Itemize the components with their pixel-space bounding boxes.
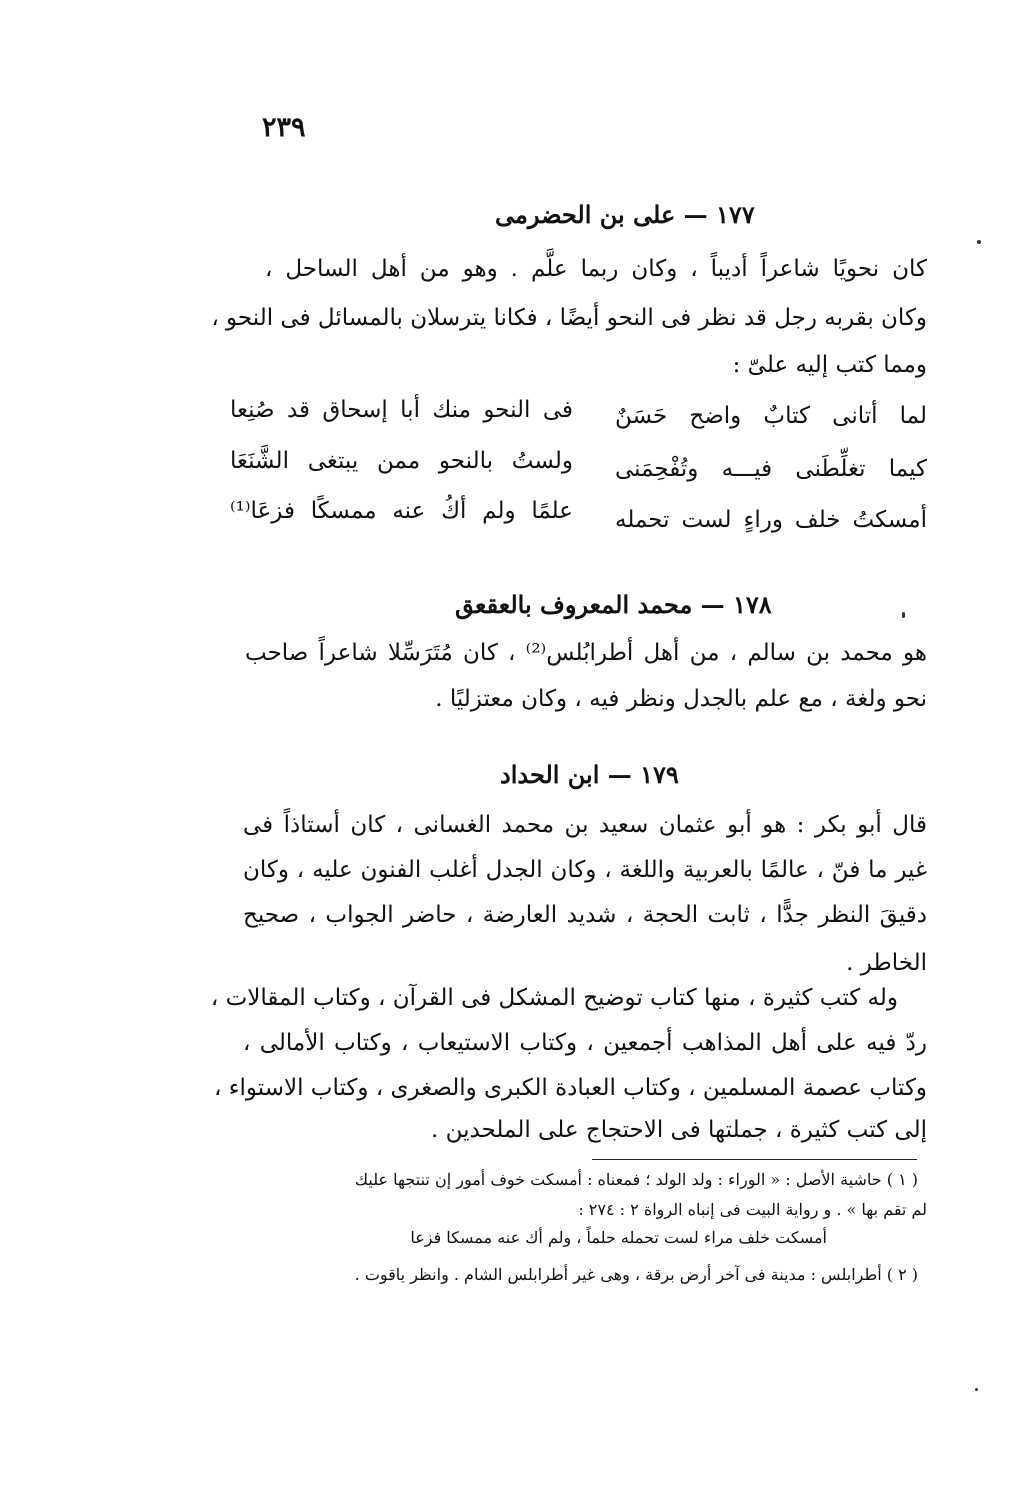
entry-heading: ١٧٧ — على بن الحضرمى <box>495 200 755 229</box>
footnote-line: أمسكت خلف مراء لست تحمله حلماً ، ولم أك عنه ممسكا فزعا <box>410 1228 827 1247</box>
entry-heading: ١٧٨ — محمد المعروف بالعقعق <box>455 590 772 619</box>
paragraph-line: وكتاب عصمة المسلمين ، وكتاب العبادة الكبرى والصغرى ، وكتاب الاستواء ، <box>213 1075 927 1101</box>
scan-speck <box>975 1388 978 1391</box>
paragraph-line: نحو ولغة ، مع علم بالجدل ونظر فيه ، وكان معتزليًا . <box>435 686 927 712</box>
footnote-line: ( ٢ ) أطرابلس : مدينة فى آخر أرض برقة ، وهى غير أطرابلس الشام . وانظر ياقوت . <box>354 1265 918 1284</box>
verse-hemistich-left: ولستُ بالنحو ممن يبتغى الشَّنَعَا <box>230 448 573 474</box>
verse-hemistich-right: لما أتانى كتابٌ واضح حَسَنٌ <box>615 403 927 429</box>
paragraph-line: الخاطر . <box>846 950 927 976</box>
page-number: ٢٣٩ <box>262 112 306 143</box>
paragraph-line: وله كتب كثيرة ، منها كتاب توضيح المشكل فى القرآن ، وكتاب المقالات ، <box>210 985 898 1011</box>
verse-hemistich-left: فى النحو منك أبا إسحاق قد صُنِعا <box>230 397 573 423</box>
paragraph-line: كان نحويًا شاعراً أديباً ، وكان ربما علَّم . وهو من أهل الساحل ، <box>265 256 927 282</box>
paragraph-line: دقيقَ النظر جدًّا ، ثابت الحجة ، شديد العارضة ، حاضر الجواب ، صحيح <box>243 902 927 928</box>
paragraph-line: ومما كتب إليه علىّ : <box>732 352 927 378</box>
paragraph-line: ردّ فيه على أهل المذاهب أجمعين ، وكتاب الاستيعاب ، وكتاب الأمالى ، <box>243 1030 927 1056</box>
verse-hemistich-right: أمسكتُ خلف وراءٍ لست تحمله <box>615 507 927 533</box>
paragraph-line: وكان بقربه رجل قد نظر فى النحو أيضًا ، فكانا يترسلان بالمسائل فى النحو ، <box>211 305 927 331</box>
entry-heading: ١٧٩ — ابن الحداد <box>500 760 679 789</box>
footnote-separator <box>592 1159 917 1160</box>
footnote-line: لم تقم بها » . و رواية البيت فى إنباه الرواة ٢ : ٢٧٤ : <box>578 1200 927 1219</box>
paragraph-line: هو محمد بن سالم ، من أهل أطرابُلس⁽²⁾ ، كان مُتَرَسِّلا شاعراً صاحب <box>245 640 927 666</box>
scan-speck <box>902 612 905 618</box>
paragraph-line: قال أبو بكر : هو أبو عثمان سعيد بن محمد الغسانى ، كان أستاذاً فى <box>243 812 927 838</box>
scan-speck <box>977 240 981 244</box>
verse-hemistich-right: كيما تغلِّطَنى فيـــه وتُفْحِمَنى <box>615 456 927 482</box>
verse-hemistich-left: علمًا ولم أكُ عنه ممسكًا فزعَا⁽¹⁾ <box>230 498 573 524</box>
footnote-line: ( ١ ) حاشية الأصل : « الوراء : ولد الولد ؛ فمعناه : أمسكت خوف أمور إن تنتجها عليك <box>354 1170 918 1189</box>
paragraph-line: غير ما فنّ ، عالمًا بالعربية واللغة ، وكان الجدل أغلب الفنون عليه ، وكان <box>243 857 927 883</box>
paragraph-line: إلى كتب كثيرة ، جملتها فى الاحتجاج على الملحدين . <box>430 1117 927 1143</box>
